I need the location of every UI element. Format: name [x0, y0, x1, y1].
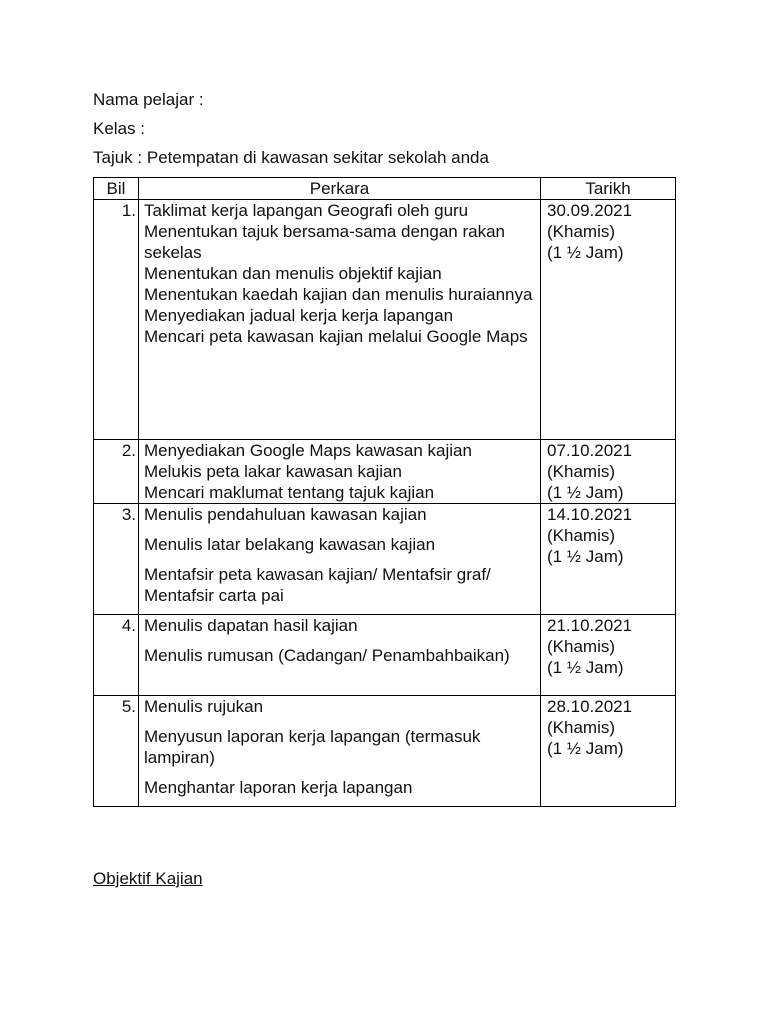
row-number: 5.	[94, 696, 139, 807]
row-number: 4.	[94, 615, 139, 696]
title-label: Tajuk : Petempatan di kawasan sekitar sekolah anda	[93, 148, 489, 167]
duration-value: (1 ½ Jam)	[547, 658, 624, 677]
task-item: Menentukan dan menulis objektif kajian	[144, 264, 442, 283]
table-row	[94, 200, 676, 440]
task-cell	[139, 504, 541, 615]
task-item: Mencari maklumat tentang tajuk kajian	[144, 483, 435, 502]
task-item: Menulis rumusan (Cadangan/ Penambahbaikan)	[144, 646, 510, 665]
duration-value: (1 ½ Jam)	[547, 547, 624, 566]
day-value: (Khamis)	[547, 718, 616, 737]
task-cell	[139, 615, 541, 696]
date-value: 30.09.2021	[547, 201, 633, 220]
task-item: Menentukan tajuk bersama-sama dengan rakan sekelas	[144, 222, 505, 262]
day-value: (Khamis)	[547, 637, 616, 656]
date-value: 07.10.2021	[547, 441, 633, 460]
date-value: 21.10.2021	[547, 616, 633, 635]
student-name-label: Nama pelajar :	[93, 90, 204, 109]
task-cell	[139, 200, 541, 440]
class-label: Kelas :	[93, 119, 145, 138]
day-value: (Khamis)	[547, 526, 616, 545]
task-item: Mentafsir peta kawasan kajian/ Mentafsir graf/ Mentafsir carta pai	[144, 565, 491, 605]
row-number: 2.	[94, 440, 139, 504]
date-value: 14.10.2021	[547, 505, 633, 524]
table-row	[94, 615, 676, 696]
date-value: 28.10.2021	[547, 697, 633, 716]
row-number: 3.	[94, 504, 139, 615]
table-row	[94, 696, 676, 807]
task-item: Menulis dapatan hasil kajian	[144, 616, 358, 635]
task-item: Menentukan kaedah kajian dan menulis huraiannya	[144, 285, 533, 304]
task-item: Menghantar laporan kerja lapangan	[144, 778, 413, 797]
schedule-table	[93, 177, 676, 807]
task-item: Taklimat kerja lapangan Geografi oleh guru	[144, 201, 469, 220]
duration-value: (1 ½ Jam)	[547, 483, 624, 502]
task-item: Menyusun laporan kerja lapangan (termasuk lampiran)	[144, 727, 481, 767]
table-row	[94, 504, 676, 615]
date-cell	[541, 504, 676, 615]
column-header-bil: Bil	[94, 178, 139, 200]
objektif-kajian-heading: Objektif Kajian	[93, 869, 203, 888]
task-item: Menyediakan jadual kerja kerja lapangan	[144, 306, 454, 325]
task-item: Menulis pendahuluan kawasan kajian	[144, 505, 427, 524]
duration-value: (1 ½ Jam)	[547, 243, 624, 262]
table-header-row	[94, 178, 676, 200]
task-cell	[139, 440, 541, 504]
column-header-tarikh: Tarikh	[541, 178, 676, 200]
table-row	[94, 440, 676, 504]
date-cell	[541, 696, 676, 807]
day-value: (Khamis)	[547, 462, 616, 481]
task-item: Menulis latar belakang kawasan kajian	[144, 535, 436, 554]
day-value: (Khamis)	[547, 222, 616, 241]
task-item: Mencari peta kawasan kajian melalui Google Maps	[144, 327, 528, 346]
duration-value: (1 ½ Jam)	[547, 739, 624, 758]
date-cell	[541, 440, 676, 504]
task-item: Menulis rujukan	[144, 697, 264, 716]
date-cell	[541, 200, 676, 440]
row-number: 1.	[94, 200, 139, 440]
task-item: Menyediakan Google Maps kawasan kajian	[144, 441, 472, 460]
task-item: Melukis peta lakar kawasan kajian	[144, 462, 402, 481]
task-cell	[139, 696, 541, 807]
column-header-perkara: Perkara	[139, 178, 541, 200]
date-cell	[541, 615, 676, 696]
